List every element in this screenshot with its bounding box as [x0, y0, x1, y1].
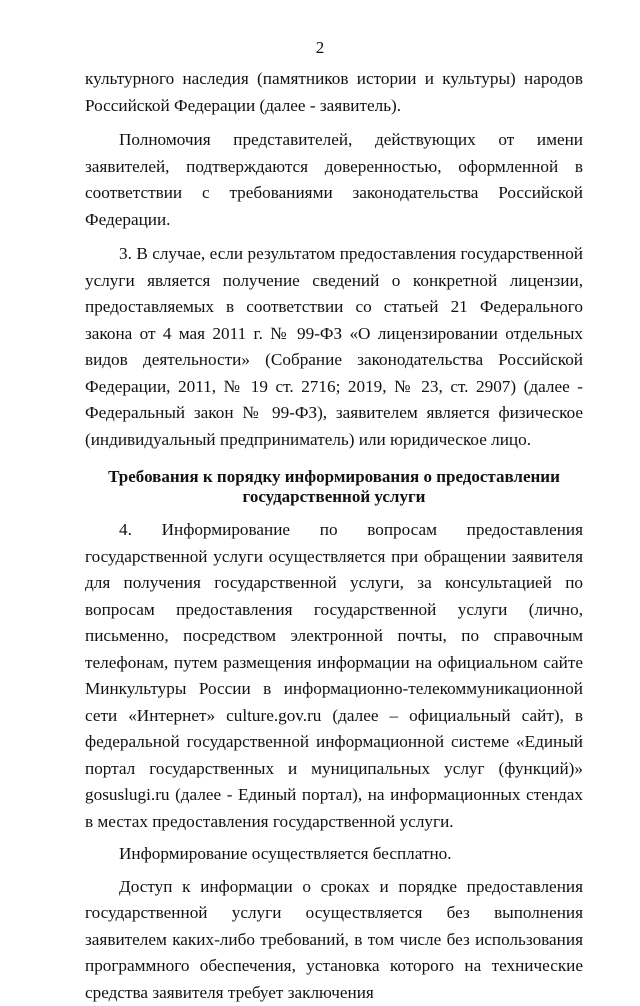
section-heading [85, 467, 583, 507]
paragraph-item-4: 4. Информирование по вопросам предоставления государственной услуги осуществляется при обращении заявителя для получения государственной услуги, за консультацией по вопросам предоставления государственной услуги (лично, письменно, посредством электронной почты, по справочным телефонам, путем размещения информации на официальном сайте Минкультуры России в информационно-телекоммуникационной сети «Интернет» culture.gov.ru (далее – официальный сайт), в федеральной государственной информационной системе «Единый портал государственных и муниципальных услуг (функций)» gosuslugi.ru (далее - Единый портал), на информационных стендах в местах предоставления государственной услуги. [85, 517, 583, 835]
section-heading-line-1: Требования к порядку информирования о предоставлении [85, 467, 583, 487]
paragraph-representatives: Полномочия представителей, действующих от имени заявителей, подтверждаются доверенностью, оформленной в соответствии с требованиями законодательства Российской Федерации. [85, 127, 583, 233]
page-number: 2 [0, 38, 640, 58]
paragraph-free-info: Информирование осуществляется бесплатно. [85, 841, 583, 868]
section-heading-line-2: государственной услуги [85, 487, 583, 507]
paragraph-access: Доступ к информации о сроках и порядке предоставления государственной услуги осуществляется без выполнения заявителем каких-либо требований, в том числе без использования программного обеспечения, установка которого на технические средства заявителя требует заключения [85, 874, 583, 1006]
document-body [85, 66, 583, 1006]
paragraph-continuation: культурного наследия (памятников истории и культуры) народов Российской Федерации (далее - заявитель). [85, 66, 583, 119]
paragraph-item-3: 3. В случае, если результатом предоставления государственной услуги является получение сведений о конкретной лицензии, предоставляемых в соответствии со статьей 21 Федерального закона от 4 мая 2011 г. № 99-ФЗ «О лицензировании отдельных видов деятельности» (Собрание законодательства Российской Федерации, 2011, № 19 ст. 2716; 2019, № 23, ст. 2907) (далее - Федеральный закон № 99-ФЗ), заявителем является физическое (индивидуальный предприниматель) или юридическое лицо. [85, 241, 583, 453]
